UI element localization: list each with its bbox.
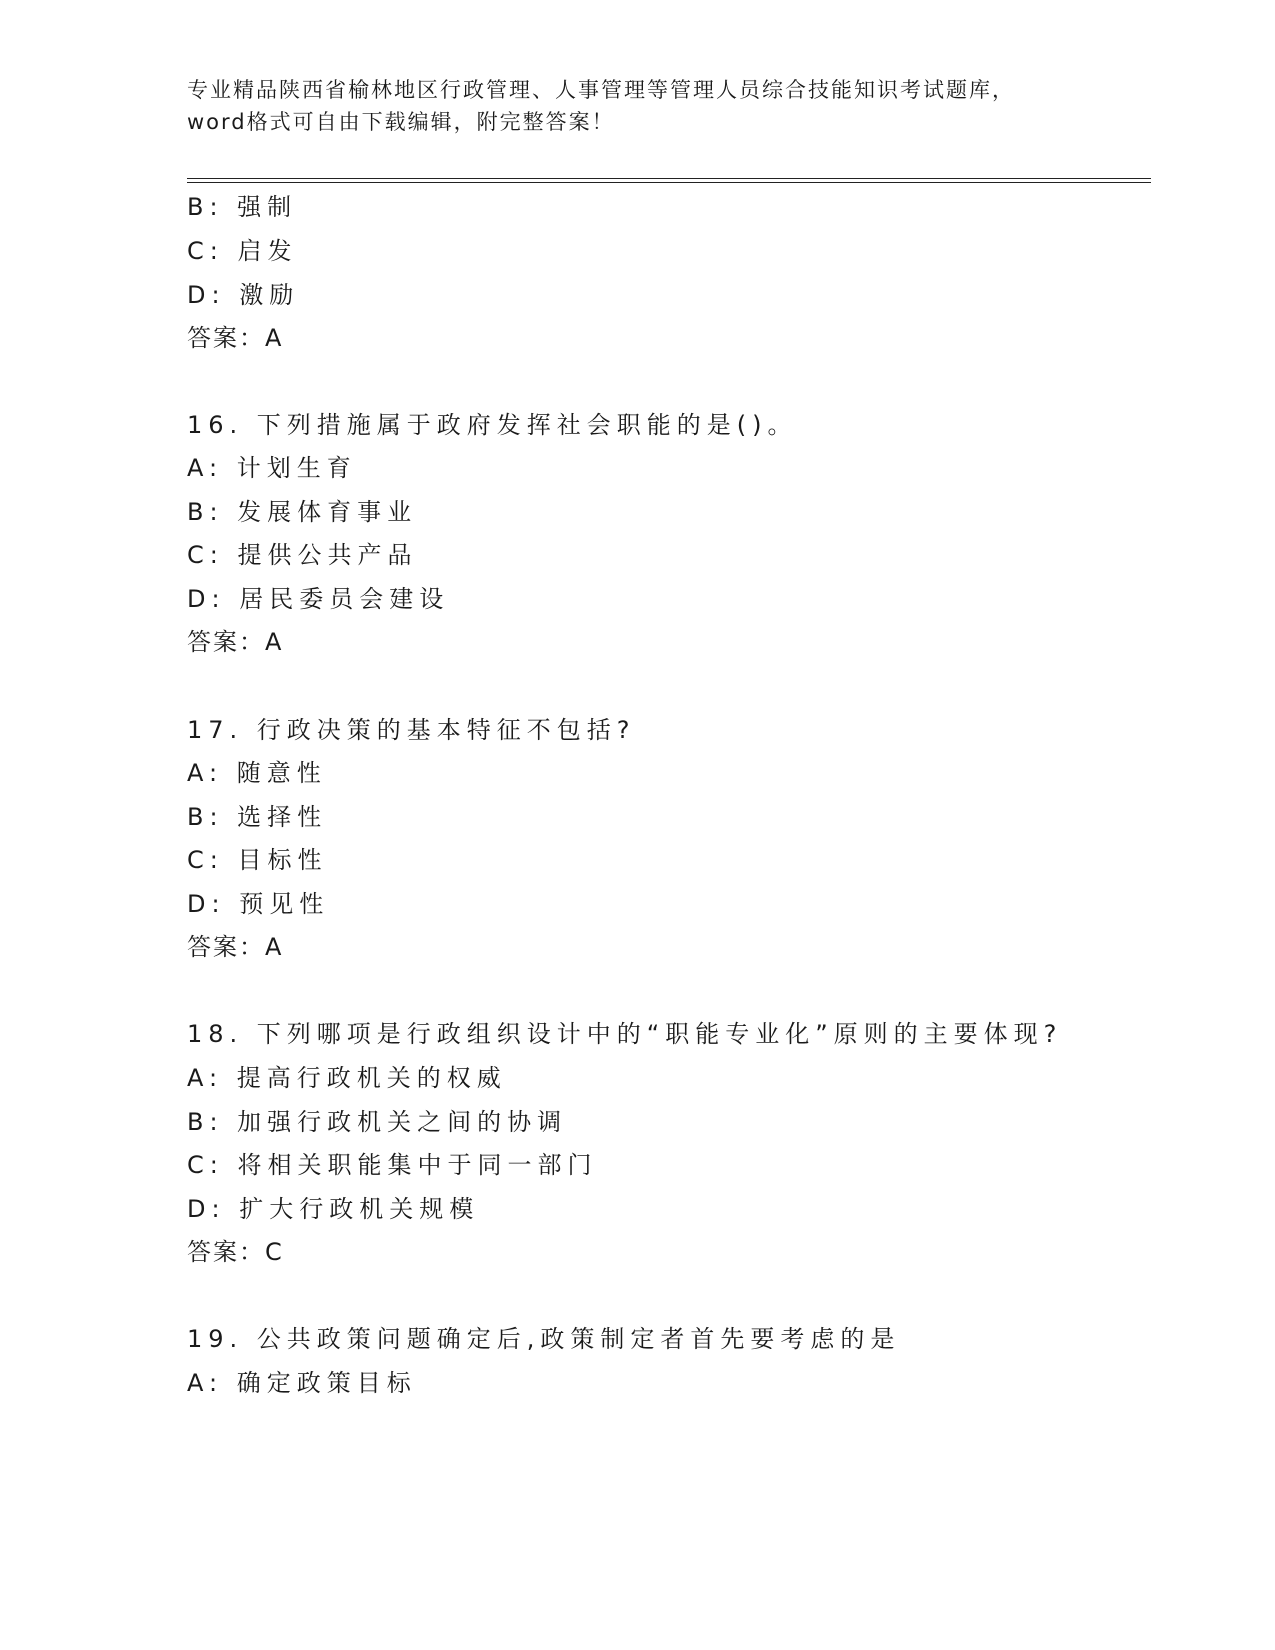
q19-option-a: A: 确定政策目标: [187, 1369, 417, 1397]
header-title-line-1: 专业精品陕西省榆林地区行政管理、人事管理等管理人员综合技能知识考试题库，: [187, 78, 1015, 102]
q16-option-b: B: 发展体育事业: [187, 498, 418, 526]
q16-question: 16. 下列措施属于政府发挥社会职能的是()。: [187, 411, 798, 439]
q15-option-b: B: 强制: [187, 193, 298, 221]
header-divider-bottom: [187, 182, 1151, 183]
q18-option-b: B: 加强行政机关之间的协调: [187, 1108, 568, 1136]
q17-answer: 答案：A: [187, 933, 284, 961]
q16-option-d: D: 居民委员会建设: [187, 585, 450, 613]
q17-option-c: C: 目标性: [187, 846, 328, 874]
q18-question: 18. 下列哪项是行政组织设计中的“职能专业化”原则的主要体现?: [187, 1020, 1063, 1048]
q18-option-d: D: 扩大行政机关规模: [187, 1195, 480, 1223]
q18-option-c: C: 将相关职能集中于同一部门: [187, 1151, 598, 1179]
q19-question: 19. 公共政策问题确定后,政策制定者首先要考虑的是: [187, 1325, 901, 1353]
q15-option-d: D: 激励: [187, 281, 300, 309]
q17-option-a: A: 随意性: [187, 759, 327, 787]
header-title-line-2: word格式可自由下载编辑，附完整答案！: [187, 110, 615, 134]
q16-option-c: C: 提供公共产品: [187, 541, 418, 569]
q17-option-b: B: 选择性: [187, 803, 328, 831]
q15-option-c: C: 启发: [187, 237, 298, 265]
q16-option-a: A: 计划生育: [187, 454, 357, 482]
q15-answer: 答案：A: [187, 324, 284, 352]
q17-option-d: D: 预见性: [187, 890, 330, 918]
q16-answer: 答案：A: [187, 628, 284, 656]
header-divider-top: [187, 178, 1151, 179]
q18-answer: 答案：C: [187, 1238, 284, 1266]
q18-option-a: A: 提高行政机关的权威: [187, 1064, 507, 1092]
q17-question: 17. 行政决策的基本特征不包括?: [187, 716, 636, 744]
